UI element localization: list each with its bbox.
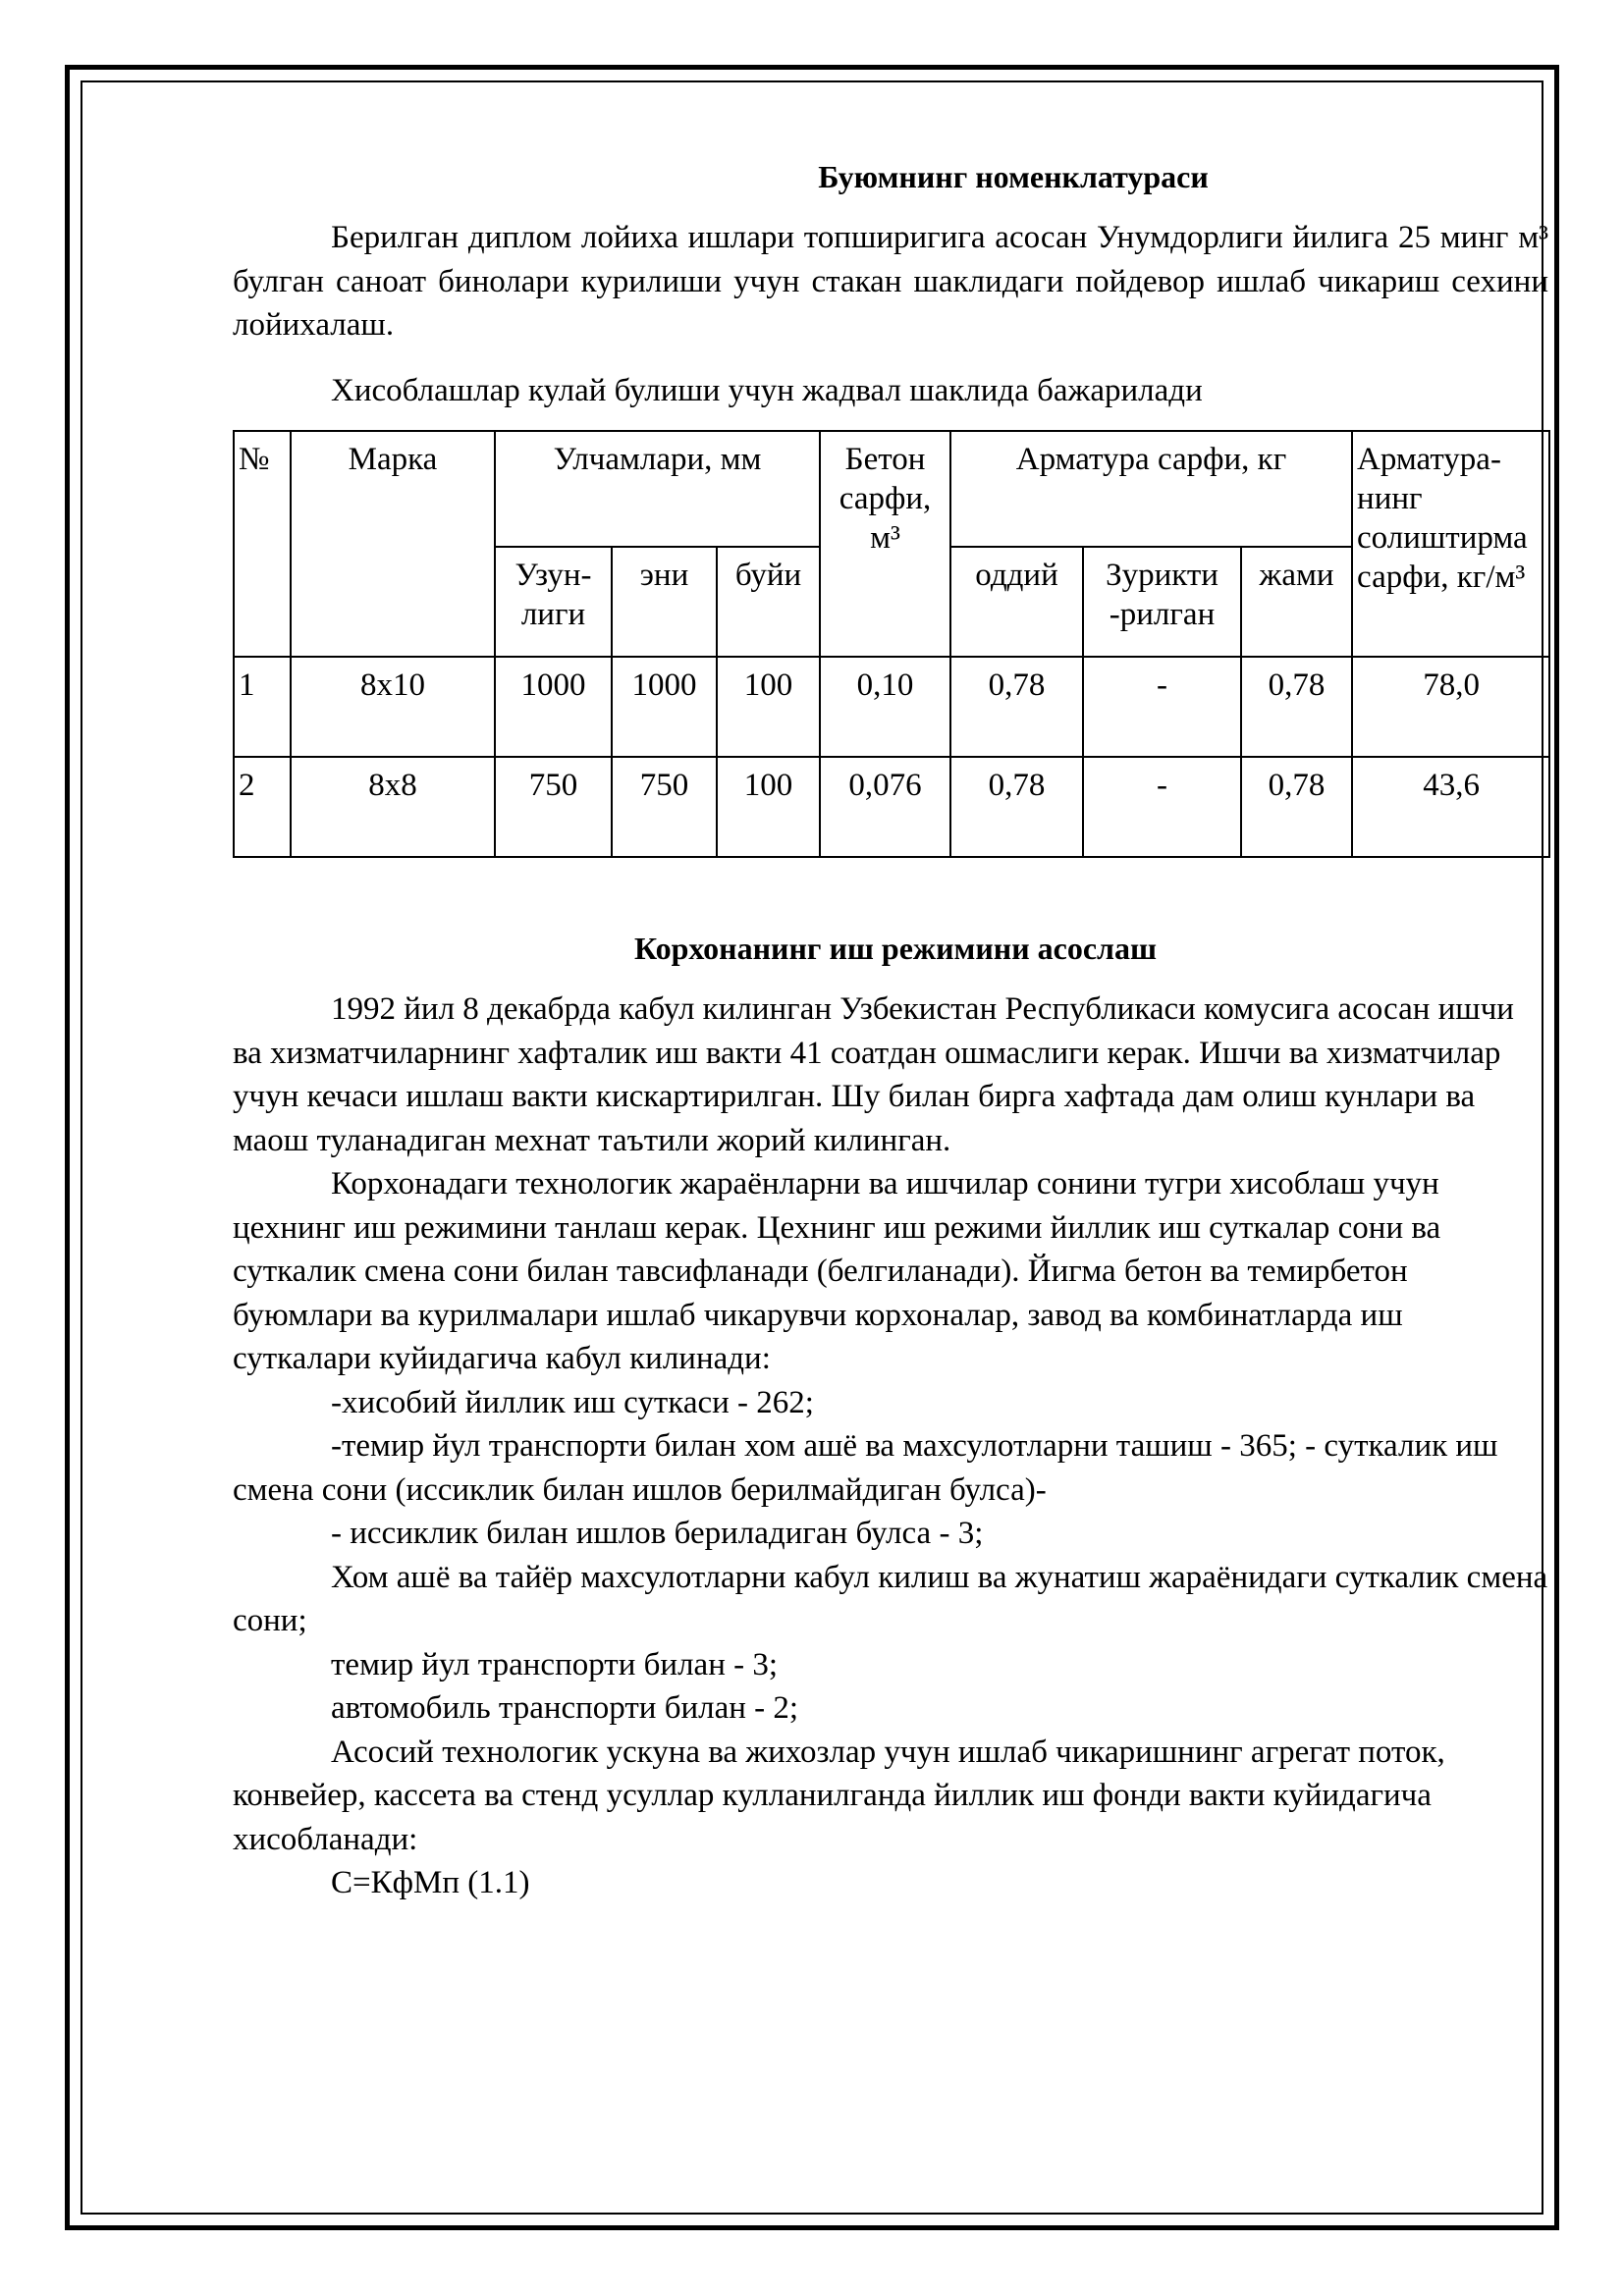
- header-total: жами: [1241, 547, 1352, 657]
- page-content: [233, 157, 1548, 1905]
- list-item: -темир йул транспорти билан хом ашё ва махсулотларни ташиш - 365; - суткалик иш смена сони (иссиклик билан ишлов берилмайдиган булса)-: [233, 1428, 1498, 1508]
- header-specific-rebar: Арматура-нинг солиштирма сарфи, кг/м³: [1352, 431, 1549, 657]
- cell-height: 100: [717, 657, 820, 757]
- list-item: - иссиклик билан ишлов бериладиган булса - 3;: [331, 1516, 984, 1551]
- header-ordinary: оддий: [950, 547, 1083, 657]
- header-height: буйи: [717, 547, 820, 657]
- cell-number: 1: [234, 657, 291, 757]
- cell-specific: 78,0: [1352, 657, 1549, 757]
- table-intro-paragraph: Хисоблашлар кулай булиши учун жадвал шаклида бажарилади: [331, 372, 1203, 408]
- header-length: Узун-лиги: [495, 547, 612, 657]
- cell-length: 1000: [495, 657, 612, 757]
- cell-mark: 8х10: [291, 657, 495, 757]
- cell-prestressed: -: [1083, 757, 1241, 857]
- list-item: автомобиль транспорти билан - 2;: [331, 1690, 799, 1726]
- cell-prestressed: -: [1083, 657, 1241, 757]
- table-row: [234, 657, 1549, 757]
- header-number: №: [234, 431, 291, 657]
- paragraph: 1992 йил 8 декабрда кабул килинган Узбекистан Республикаси комусига асосан ишчи ва хизматчиларнинг хафталик иш вакти 41 соатдан ошмаслиги керак. Ишчи ва хизматчилар учун кечаси ишлаш вакти кискартирилган. Шу билан бирга хафтада дам олиш кунлари ва маош туланадиган мехнат таътили жорий килинган.: [233, 991, 1514, 1158]
- cell-total: 0,78: [1241, 757, 1352, 857]
- cell-concrete: 0,10: [820, 657, 950, 757]
- section-title-work-regime: Корхонанинг иш режимини асослаш: [633, 931, 1158, 966]
- header-mark: Марка: [291, 431, 495, 657]
- table-header-row-1: [234, 431, 1549, 547]
- cell-number: 2: [234, 757, 291, 857]
- header-rebar: Арматура сарфи, кг: [950, 431, 1352, 547]
- cell-width: 750: [612, 757, 717, 857]
- cell-ordinary: 0,78: [950, 757, 1083, 857]
- paragraph: Хом ашё ва тайёр махсулотларни кабул килиш ва жунатиш жараёнидаги суткалик смена сони;: [233, 1559, 1548, 1638]
- list-item: темир йул транспорти билан - 3;: [331, 1646, 779, 1682]
- paragraph: Асосий технологик ускуна ва жихозлар учун ишлаб чикаришнинг агрегат поток, конвейер, кассета ва стенд усуллар кулланилганда йиллик иш фонди вакти куйидагича хисобланади:: [233, 1734, 1445, 1857]
- header-dimensions: Улчамлари, мм: [495, 431, 820, 547]
- cell-ordinary: 0,78: [950, 657, 1083, 757]
- paragraph: Корхонадаги технологик жараёнларни ва ишчилар сонини тугри хисоблаш учун цехнинг иш режимини танлаш керак. Цехнинг иш режими йиллик иш суткалар сони ва суткалик смена сони билан тавсифланади (белгиланади). Йигма бетон ва темирбетон буюмлари ва курилмалари ишлаб чикарувчи корхоналар, завод ва комбинатларда иш суткалари куйидагича кабул килинади:: [233, 1166, 1441, 1376]
- section-title-nomenclature: Буюмнинг номенклатураси: [818, 159, 1209, 194]
- cell-mark: 8х8: [291, 757, 495, 857]
- table-row: [234, 757, 1549, 857]
- cell-height: 100: [717, 757, 820, 857]
- cell-specific: 43,6: [1352, 757, 1549, 857]
- list-item: -хисобий йиллик иш суткаси - 262;: [331, 1384, 814, 1420]
- intro-paragraph: Берилган диплом лойиха ишлари топширигига асосан Унумдорлиги йилига 25 минг м³ булган саноат бинолари курилиши учун стакан шаклидаги пойдевор ишлаб чикариш сехини лойихалаш.: [233, 220, 1548, 343]
- nomenclature-table: [233, 430, 1550, 858]
- cell-width: 1000: [612, 657, 717, 757]
- cell-length: 750: [495, 757, 612, 857]
- header-concrete: Бетон сарфи, м³: [820, 431, 950, 657]
- header-prestressed: Зурикти -рилган: [1083, 547, 1241, 657]
- formula: С=КфМп (1.1): [331, 1865, 530, 1900]
- cell-total: 0,78: [1241, 657, 1352, 757]
- header-width: эни: [612, 547, 717, 657]
- cell-concrete: 0,076: [820, 757, 950, 857]
